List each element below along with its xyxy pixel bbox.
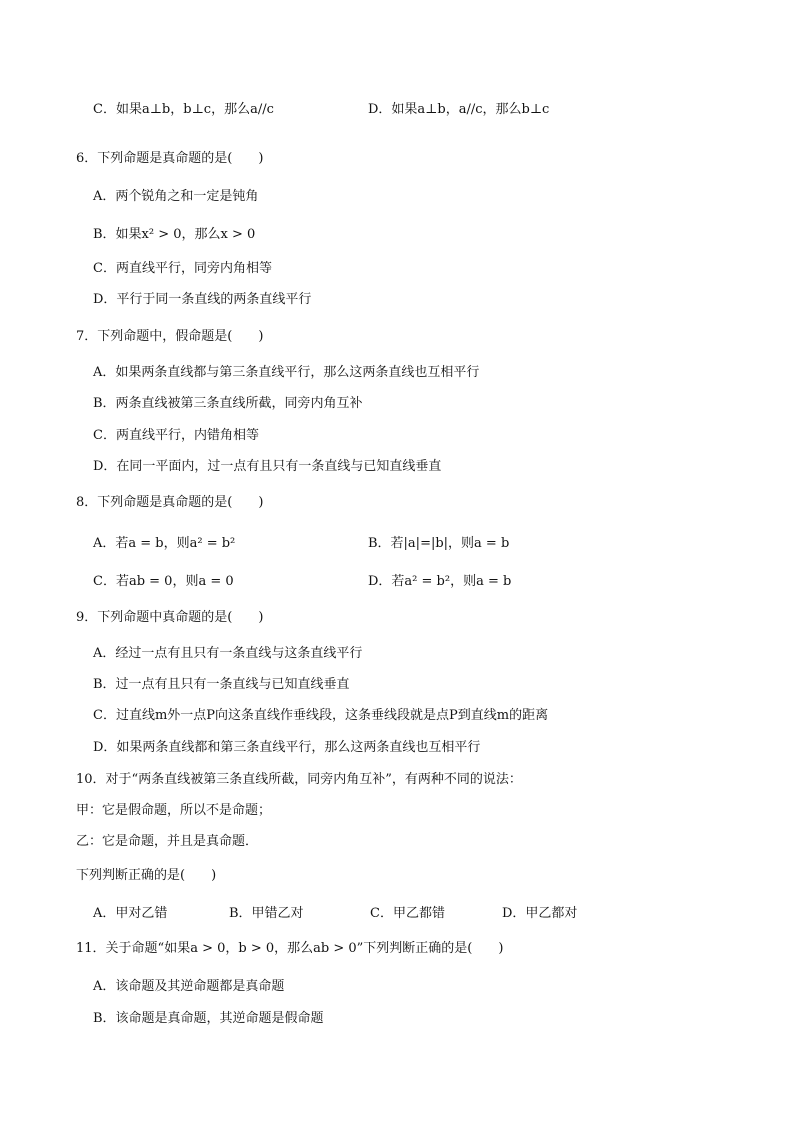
option-b: B．过一点有且只有一条直线与已知直线垂直 [93,677,350,692]
option-c: C．过直线m外一点P向这条直线作垂线段，这条垂线段就是点P到直线m的距离 [93,708,549,723]
option-a: A．经过一点有且只有一条直线与这条直线平行 [93,646,363,661]
option-b: B．两条直线被第三条直线所截，同旁内角互补 [93,396,363,411]
statement-yi: 乙：它是命题，并且是真命题． [76,834,259,849]
option-a: A．该命题及其逆命题都是真命题 [93,979,285,994]
question-10-prompt: 下列判断正确的是( ) [76,868,217,883]
option-d: D．若a² = b²，则a = b [368,574,512,589]
question-11-stem: 11．关于命题“如果a > 0，b > 0，那么ab > 0”下列判断正确的是( ) [76,941,504,956]
question-10-stem: 10．对于“两条直线被第三条直线所截，同旁内角互补”，有两种不同的说法： [76,772,522,787]
question-8-stem: 8．下列命题是真命题的是( ) [76,495,264,510]
option-a: A．两个锐角之和一定是钝角 [93,189,259,204]
option-d: D．平行于同一条直线的两条直线平行 [93,292,312,307]
option-d: D．在同一平面内，过一点有且只有一条直线与已知直线垂直 [93,459,442,474]
option-c: C．两直线平行，内错角相等 [93,428,259,443]
statement-jia: 甲：它是假命题，所以不是命题； [76,803,272,818]
option-b: B．甲错乙对 [229,906,304,921]
option-c: C．甲乙都错 [370,906,445,921]
question-7-stem: 7．下列命题中，假命题是( ) [76,329,264,344]
question-6-stem: 6．下列命题是真命题的是( ) [76,151,264,166]
option-c: C．如果a⊥b，b⊥c，那么a//c [93,102,274,117]
option-a: A．若a = b，则a² = b² [93,536,236,551]
option-c: C．若ab = 0，则a = 0 [93,574,234,589]
option-b: B．该命题是真命题，其逆命题是假命题 [93,1011,324,1026]
option-a: A．甲对乙错 [93,906,168,921]
option-d: D．如果a⊥b，a//c，那么b⊥c [368,102,550,117]
option-d: D．甲乙都对 [502,906,578,921]
question-9-stem: 9．下列命题中真命题的是( ) [76,610,264,625]
option-b: B．如果x² > 0，那么x > 0 [93,227,256,242]
option-b: B．若|a|=|b|，则a = b [368,536,510,551]
option-c: C．两直线平行，同旁内角相等 [93,261,272,276]
option-d: D．如果两条直线都和第三条直线平行，那么这两条直线也互相平行 [93,740,481,755]
option-a: A．如果两条直线都与第三条直线平行，那么这两条直线也互相平行 [93,365,480,380]
